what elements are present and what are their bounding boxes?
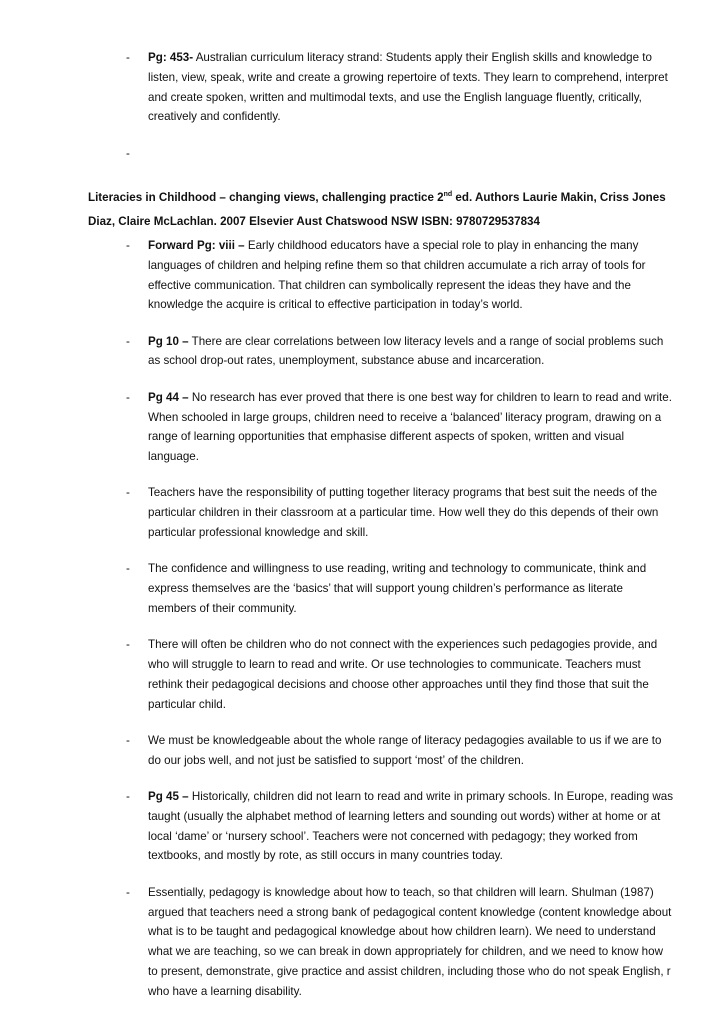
list-item-pg-45 [0, 787, 674, 866]
page-reference: Forward Pg: viii – [148, 239, 245, 252]
bullet-dash: - [126, 733, 130, 747]
item-text: No research has ever proved that there is one best way for children to learn to read and write. When schooled in large groups, children need to receive a ‘balanced’ literacy program, drawing on a range of learning opportunities that emphasise different aspects of spoken, written and visual language. [148, 390, 672, 464]
item-text: Historically, children did not learn to read and write in primary schools. In Europe, reading was taught (usually the alphabet method of learning letters and sounding out words) wither at home or at local ‘dame’ or ‘nursery school’. Teachers were not concerned with pedagogy; they worked from textbooks, and mostly by rote, as still occurs in many countries today. [148, 790, 673, 863]
bullet-dash: - [126, 239, 130, 252]
page-reference: Pg 10 – [148, 334, 189, 348]
item-text: We must be knowledgeable about the whole range of literacy pedagogies available to us if we are to do our jobs well, and not just be satisfied to support ‘most’ of the children. [148, 733, 662, 767]
bullet-dash: - [126, 334, 130, 348]
list-item-knowledgeable [0, 731, 674, 771]
top-bullet-list [0, 48, 728, 180]
source-heading [88, 186, 682, 233]
bullet-dash: - [126, 790, 130, 804]
bullet-dash: - [126, 486, 130, 500]
heading-text-before: Literacies in Childhood – changing views, challenging practice 2 [88, 191, 444, 204]
item-text: There are clear correlations between low literacy levels and a range of social problems such as school drop-out rates, unemployment, substance abuse and incarceration. [148, 334, 664, 368]
bullet-dash: - [126, 51, 130, 64]
item-text: Australian curriculum literacy strand: Students apply their English skills and knowledge to listen, view, speak, write and create a growing repertoire of texts. They learn to comprehend, interpret and create spoken, written and multimodal texts, and use the English language fluently, critically, creatively and confidently. [148, 51, 668, 124]
heading-text-after: ed. Authors Laurie Makin, Criss Jones Diaz, Claire McLachlan. 2007 Elsevier Aust Chatswood NSW ISBN: 9780729537834 [88, 191, 666, 228]
item-text: There will often be children who do not connect with the experiences such pedagogies provide, and who will struggle to learn to read and write. Or use technologies to communicate. Teachers must rethink their pedagogical decisions and choose other approaches until they find those that suit the particular child. [148, 638, 658, 711]
list-item-pg-44 [0, 388, 674, 467]
main-bullet-list [0, 236, 728, 1018]
item-text: Early childhood educators have a special role to play in enhancing the many languages of children and helping refine them so that children accumulate a rich array of tools for effective communication. That children can symbolically represent the ideas they have and the knowledge the acquire is critical to effective participation in today’s world. [148, 239, 646, 312]
page-reference: Pg: 453- [148, 51, 194, 64]
list-item-confidence [0, 559, 674, 618]
bullet-dash: - [126, 562, 130, 576]
bullet-dash: - [126, 390, 130, 404]
bullet-dash: - [126, 638, 130, 652]
bullet-dash: - [126, 885, 130, 899]
list-item-pg-453 [0, 48, 674, 127]
heading-superscript: nd [443, 191, 453, 199]
list-item-teachers-responsibility [0, 483, 674, 542]
item-text: The confidence and willingness to use reading, writing and technology to communicate, think and express themselves are the ‘basics’ that will support young children’s performance as literate members of their community. [148, 562, 647, 615]
item-text: Teachers have the responsibility of putting together literacy programs that best suit the needs of the particular children in their classroom at a particular time. How well they do this depends of their own particular professional knowledge and skill. [148, 486, 659, 540]
list-item-struggling-children [0, 635, 674, 714]
list-item-empty [0, 144, 674, 164]
page-reference: Pg 45 – [148, 790, 189, 804]
bullet-dash: - [126, 146, 130, 160]
list-item-forward [0, 236, 674, 315]
page-reference: Pg 44 – [148, 390, 189, 404]
list-item-pg-10 [0, 332, 674, 372]
item-text: Essentially, pedagogy is knowledge about how to teach, so that children will learn. Shulman (1987) argued that teachers need a strong bank of pedagogical content knowledge (content knowledge about what is to be taught and pedagogical knowledge about how children learn). We need to understand what we are teaching, so we can break in down appropriately for children, and we need to know how to present, demonstrate, give practice and assist children, including those who do not speak English, r who have a learning disability. [148, 885, 672, 998]
list-item-pedagogy [0, 883, 674, 1002]
